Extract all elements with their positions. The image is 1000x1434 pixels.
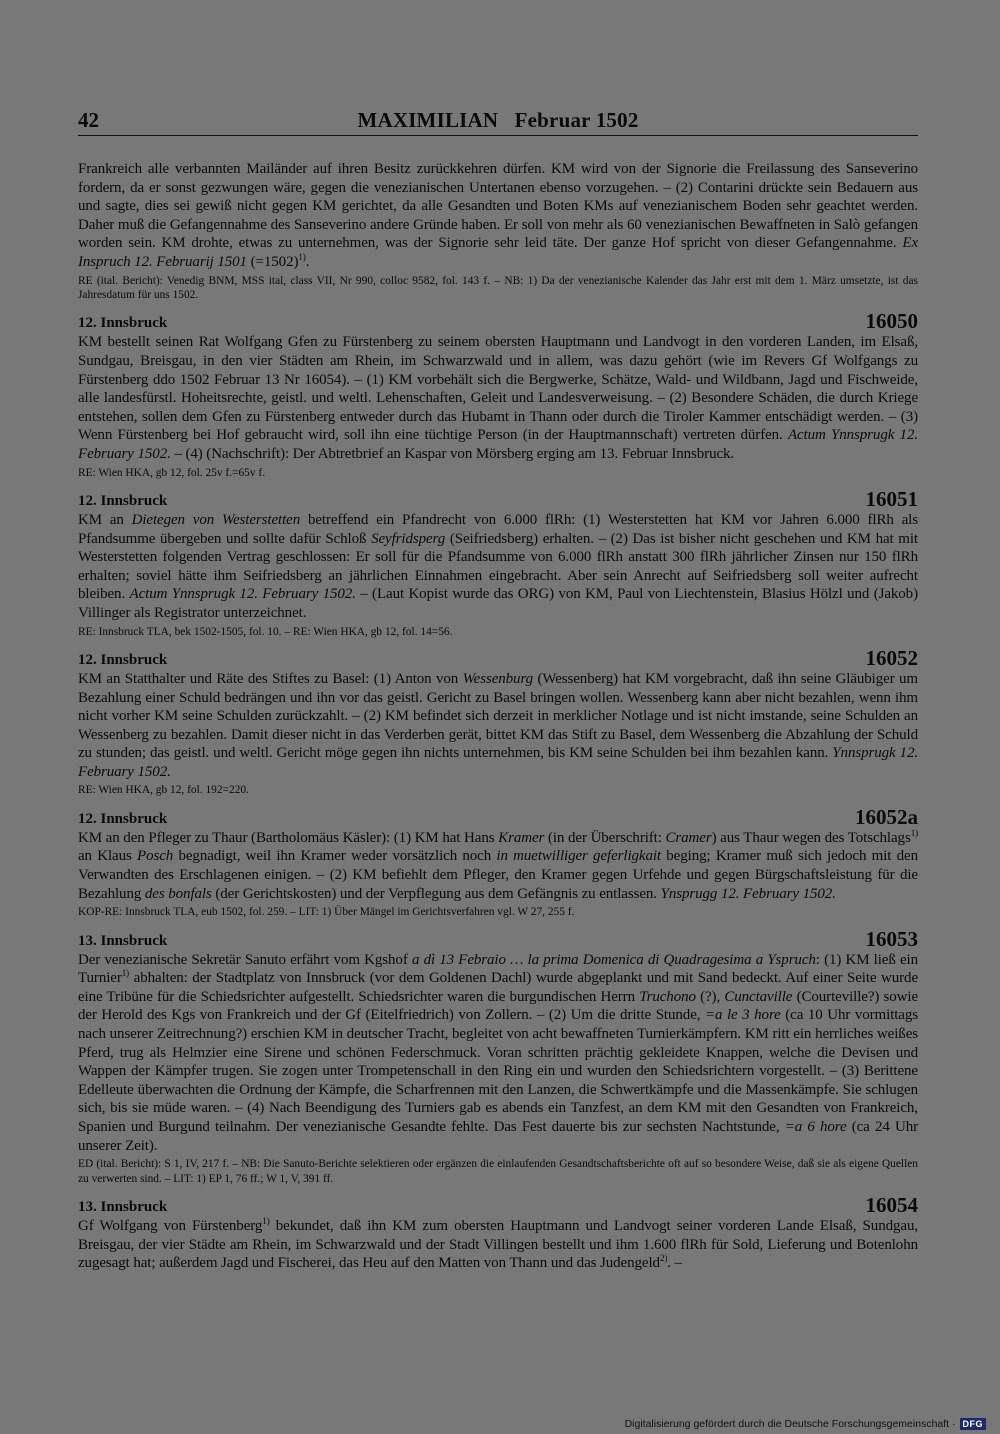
entry-note: RE: Wien HKA, gb 12, fol. 192=220. xyxy=(78,784,249,797)
entry-number: 16054 xyxy=(865,1193,918,1217)
dfg-logo: DFG xyxy=(960,1418,987,1430)
entry-16054 xyxy=(78,1193,919,1273)
entry-16051 xyxy=(78,486,918,639)
entry-note: KOP-RE: Innsbruck TLA, eub 1502, fol. 259. – LIT: 1) Über Mängel im Gerichtsverfahren vgl. W 27, 255 f. xyxy=(78,906,575,919)
entry-text: KM bestellt seinen Rat Wolfgang Gfen zu Fürstenberg zu seinem obersten Hauptmann und Landvogt in den vorderen Landen, im Elsaß, Sundgau, Breisgau, in den vier Städten am Rhein, im Schwarzwald und in allem, was dazu gehört (wie im Revers Gf Wolfgangs zu Fürstenberg ddo 1502 Februar 13 Nr 16054). – (1) KM vorbehält sich die Bergwerke, Schätze, Wald- und Wildbann, Jagd und Fischweide, alle landesfürstl. Hoheitsrechte, geistl. und weltl. Lehenschaften, Geleit und Landesverweisung. – (2) Besondere Schäden, die durch Kriege entstehen, sollen dem Gfen zu Fürstenberg entweder durch das Hubamt in Thann oder durch die Tiroler Kammer entschädigt werden. – (3) Wenn Fürstenberg bei Hof gebraucht wird, soll ihn eine tüchtige Person (in der Hauptmannschaft) vertreten dürfen. Actum Ynnsprugk 12. February 1502. – (4) (Nachschrift): Der Abtretbrief an Kaspar von Mörsberg erging am 13. Februar Innsbruck. xyxy=(78,334,918,462)
entry-number: 16051 xyxy=(865,486,918,511)
entry-number: 16050 xyxy=(865,309,918,334)
entry-list xyxy=(78,309,919,1272)
entry-date: 12. Innsbruck xyxy=(78,810,168,827)
entry-text: KM an Statthalter und Räte des Stiftes zu Basel: (1) Anton von Wessenburg (Wessenberg) hat KM vorgebracht, daß ihn seine Gläubiger um Bezahlung einer Schuld bedrängen und ihn vor das geistl. Gericht zu Basel bringen wollen. Wessenberg kann aber nicht bezahlen, wenn ihm nicht vorher KM seine Schulden zurückzahlt. – (2) KM befindet sich derzeit in merklicher Notlage und ist nicht imstande, seine Schulden an Wessenberg zu bezahlen. Damit dieser nicht in das Verderben gerät, bittet KM das Stift zu Basel, dem Wessenberg die Abzahlung der Schuld zu stunden; das geistl. und weltl. Gericht möge gegen ihn nichts unternehmen, bis KM seine Schulden bei ihm bezahlen kann. Ynnsprugk 12. February 1502. xyxy=(78,670,919,780)
page-header xyxy=(78,108,918,136)
entry-date: 12. Innsbruck xyxy=(78,651,168,668)
entry-number: 16052 xyxy=(865,645,918,670)
entry-number: 16053 xyxy=(865,926,918,951)
entry-16050 xyxy=(78,309,918,480)
document-body xyxy=(78,160,918,1273)
entry-note: RE: Wien HKA, gb 12, fol. 25v f.=65v f. xyxy=(78,466,266,479)
entry-text: KM an Dietegen von Westerstetten betreffend ein Pfandrecht von 6.000 flRh: (1) Westerstetten hat KM vor Jahren 6.000 flRh als Pfandsumme übergeben und sollte dafür Schloß Seyfridsperg (Seifriedsberg) erhalten. – (2) Das ist bisher nicht geschehen und KM hat mit Westerstetten folgenden Vertrag geschlossen: Er soll für die Pfandsumme von 6.000 flRh anstatt 300 flRh jährlicher Zinsen nur 150 flRh erhalten; soviel hätte ihm Seifriedsberg an jährlichen Einnahmen eingebracht. Aber sein Anrecht auf Seifriedsberg soll weiter aufrecht bleiben. Actum Ynnsprugk 12. February 1502. – (Laut Kopist wurde das ORG) von KM, Paul von Liechtenstein, Blasius Hölzl und (Jakob) Villinger als Registrator unterzeichnet. xyxy=(78,511,918,621)
intro-text: Frankreich alle verbannten Mailänder auf ihren Besitz zurückkehren dürfen. KM wird von der Signorie die Freilassung des Sanseverino fordern, da er sonst gezwungen wäre, gegen die venezianischen Untertanen ebenso vorzugehen. – (2) Contarini drückte sein Bedauern aus und sagte, dies sei gewiß nicht gegen KM gerichtet, da alle Gesandten und Boten KMs auf venezianischem Boden sehr geachtet werden. Daher muß die Gefangennahme des Sanseverino andere Gründe haben. Er soll von mehr als 60 venezianischen Bewaffneten in Salò gefangen worden sein. KM drohte, etwas zu unternehmen, was der Signorie sehr leid täte. Der ganze Hof spricht von dieser Gefangennahme. Ex Inspruch 12. Februarij 1501 (=1502)$^{1)}$. xyxy=(78,161,918,270)
entry-text: Gf Wolfgang von Fürstenberg$^{1)}$ bekundet, daß ihn KM zum obersten Hauptmann und Landvogt seiner vorderen Lande Elsaß, Sundgau, Breisgau, der vier Städte am Rhein, im Schwarzwald und der Stadt Villingen bestellt und ihm 1.600 flRh für Sold, Lieferung und Botenlohn zugesagt hat; außerdem Jagd und Fischerei, das Heu auf den Matten von Thann und das Judengeld$^{2)}$. – xyxy=(78,1216,919,1272)
entry-heading xyxy=(78,1193,918,1217)
entry-16052a xyxy=(78,804,918,920)
page-number: 42 xyxy=(78,108,99,132)
entry-date: 12. Innsbruck xyxy=(78,492,168,509)
entry-heading xyxy=(78,486,918,511)
entry-heading xyxy=(78,645,918,670)
entry-date: 13. Innsbruck xyxy=(78,932,168,949)
entry-16053 xyxy=(78,926,918,1186)
entry-date: 13. Innsbruck xyxy=(78,1199,168,1215)
entry-heading xyxy=(78,309,918,334)
entry-note: RE: Innsbruck TLA, bek 1502-1505, fol. 10. – RE: Wien HKA, gb 12, fol. 14=56. xyxy=(78,625,453,638)
entry-heading xyxy=(78,804,918,829)
entry-note: ED (ital. Bericht): S 1, IV, 217 f. – NB: Die Sanuto-Berichte selektieren oder ergänzen die einlaufenden Gesandtschaftsberichte oft auf so besondere Weise, daß sie als eigene Quellen zu verwerten sind. – LIT: 1) EP 1, 76 ff.; W 1, V, 391 ff. xyxy=(78,1158,918,1185)
entry-date: 12. Innsbruck xyxy=(78,315,168,332)
entry-heading xyxy=(78,926,918,951)
entry-number: 16052a xyxy=(855,804,918,829)
intro-note: RE (ital. Bericht): Venedig BNM, MSS ital, class VII, Nr 990, colloc 9582, fol. 143 f. – NB: 1) Da der venezianische Kalender das Jahr erst mit dem 1. März umsetzte, ist das Jahresdatum für uns 1502. xyxy=(78,274,918,301)
header-rule xyxy=(78,135,918,136)
intro-section xyxy=(78,160,918,302)
footer-text: Digitalisierung gefördert durch die Deutsche Forschungsgemeinschaft · xyxy=(624,1418,956,1430)
entry-text: Der venezianische Sekretär Sanuto erfährt vom Kgshof a dì 13 Febraio … la prima Domenica di Quadragesima a Yspruch: (1) KM ließ ein Turnier$^{1)}$ abhalten: der Stadtplatz von Innsbruck (vor dem Goldenen Dachl) wurde abgeplankt und mit Sand bedeckt. Auf einer Seite wurde eine Tribüne für die Schiedsrichter aufgestellt. Schiedsrichter waren die burgundischen Herrn Truchono (?), Cunctaville (Courteville?) sowie der Herold des Kgs von Frankreich und der Gf (Eitelfriedrich) von Zollern. – (2) Um die dritte Stunde, =a le 3 hore (ca 10 Uhr vormittags nach unserer Zeitrechnung?) erschien KM in deutscher Tracht, begleitet von acht bewaffneten Turnierkämpfern. KM ritt ein herrliches weißes Pferd, trug als Helmzier eine Sirene und schönen Federschmuck. Voran schritten prächtig gekleidete Knappen, welche die Devisen und Wappen der Kämpfer trugen. Sie zogen unter Trompetenschall in den Ring ein und wurden den Schiedsrichtern vorgestellt. – (3) Berittene Edelleute überwachten die Ordnung der Kämpfe, die Scharfrennen mit den Lanzen, die Schwertkämpfe und die Massenkämpfe. Sie schlugen sich, bis sie müde waren. – (4) Nach Beendigung des Turniers gab es abends ein Tanzfest, an dem KM mit den Gesandten von Frankreich, Spanien und Burgund teilnahm. Der venezianische Gesandte fehlte. Das Fest dauerte bis zur sechsten Nachtstunde, =a 6 hore (ca 24 Uhr unserer Zeit). xyxy=(78,951,918,1154)
entry-16052 xyxy=(78,645,919,798)
footer xyxy=(625,1418,986,1430)
running-title: MAXIMILIAN Februar 1502 xyxy=(357,108,639,132)
entry-text: KM an den Pfleger zu Thaur (Bartholomäus Käsler): (1) KM hat Hans Kramer (in der Überschrift: Cramer) aus Thaur wegen des Totschlags$^{1)}$ an Klaus Posch begnadigt, weil ihn Kramer weder vorsätzlich noch in muetwilliger geferligkait beging; Kramer muß sich jedoch mit den Verwandten des Erschlagenen einigen. – (2) KM befiehlt dem Pfleger, den Kramer gegen Urfehde und gegen Bürgschaftsleistung für die Bezahlung des bonfals (der Gerichtskosten) und der Verpflegung aus dem Gefängnis zu entlassen. Ynsprugg 12. February 1502. xyxy=(78,827,918,902)
